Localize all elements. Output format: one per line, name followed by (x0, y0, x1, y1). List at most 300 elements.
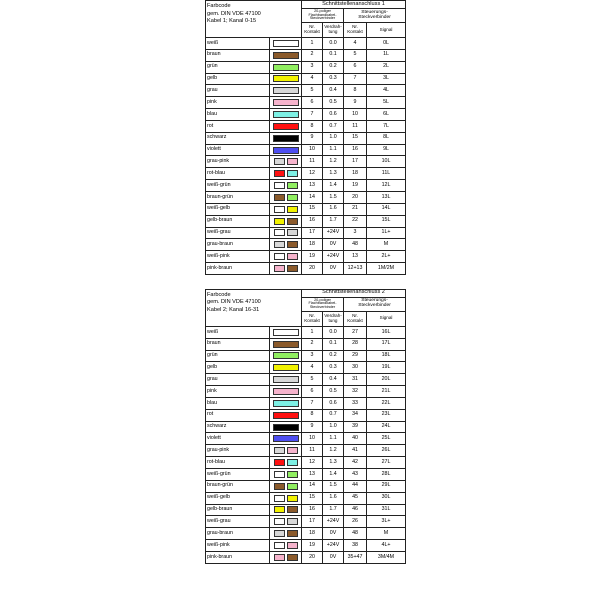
color-swatch-grau (274, 530, 285, 537)
color-swatch-gruen (287, 194, 298, 201)
control-contact-number: 34 (344, 409, 367, 421)
color-swatch-weiss (273, 40, 299, 47)
swatch-group (270, 351, 301, 362)
color-swatch-weiss (274, 518, 285, 525)
wiring-value: 0.7 (323, 120, 344, 132)
group-header-left: 20-poliger Flachbandkabel-Steckverbinder (302, 297, 344, 311)
wiring-value: 1.4 (323, 180, 344, 192)
control-contact-number: 46 (344, 504, 367, 516)
color-swatch-cell (270, 374, 302, 386)
title-line-3: Kabel 1; Kanal 0-15 (207, 18, 257, 25)
swatch-group (270, 62, 301, 73)
contact-number: 2 (302, 49, 323, 61)
contact-number: 13 (302, 180, 323, 192)
contact-number: 7 (302, 109, 323, 121)
table-row (206, 97, 406, 109)
swatch-group (270, 121, 301, 132)
wiring-value: +24V (323, 251, 344, 263)
wire-color-name: weiß-pink (206, 540, 270, 552)
color-swatch-braun (287, 530, 298, 537)
swatch-group (270, 133, 301, 144)
control-contact-number: 20 (344, 191, 367, 203)
color-swatch-cell (270, 350, 302, 362)
table-row (206, 144, 406, 156)
table-row (206, 528, 406, 540)
control-contact-number: 33 (344, 397, 367, 409)
wiring-value: 0.1 (323, 49, 344, 61)
table-row (206, 227, 406, 239)
tables-container (205, 0, 405, 564)
table-row (206, 85, 406, 97)
swatch-group (270, 74, 301, 85)
wire-color-name: weiß-grau (206, 227, 270, 239)
wiring-value: 0.0 (323, 38, 344, 50)
swatch-group (270, 156, 301, 167)
color-swatch-cell (270, 516, 302, 528)
wire-color-name: weiß-pink (206, 251, 270, 263)
control-contact-number: 19 (344, 180, 367, 192)
wiring-value: 1.2 (323, 445, 344, 457)
color-swatch-braun (287, 265, 298, 272)
signal-value: 10L (367, 156, 406, 168)
control-contact-number: 3 (344, 227, 367, 239)
swatch-group (270, 251, 301, 262)
wire-color-name: violett (206, 144, 270, 156)
control-contact-number: 39 (344, 421, 367, 433)
contact-number: 20 (302, 263, 323, 275)
wiring-value: 0.4 (323, 374, 344, 386)
wire-color-name: gelb-braun (206, 504, 270, 516)
color-swatch-cell (270, 409, 302, 421)
swatch-group (270, 505, 301, 516)
table-row (206, 38, 406, 50)
color-swatch-cell (270, 61, 302, 73)
contact-number: 16 (302, 504, 323, 516)
color-swatch-blau (287, 459, 298, 466)
wire-color-name: gelb (206, 362, 270, 374)
color-swatch-cell (270, 551, 302, 563)
wiring-value: 0.3 (323, 73, 344, 85)
table-row (206, 397, 406, 409)
color-swatch-braun (273, 341, 299, 348)
contact-number: 2 (302, 338, 323, 350)
swatch-group (270, 327, 301, 338)
table-row (206, 168, 406, 180)
contact-number: 15 (302, 492, 323, 504)
table-row (206, 73, 406, 85)
table-row (206, 492, 406, 504)
color-swatch-cell (270, 144, 302, 156)
wire-color-name: weiß-grau (206, 516, 270, 528)
wiring-value: 1.5 (323, 480, 344, 492)
signal-value: 30L (367, 492, 406, 504)
wiring-value: 1.3 (323, 168, 344, 180)
section-title: Schnittstellenanschluss 1 (302, 1, 406, 9)
contact-number: 4 (302, 362, 323, 374)
contact-number: 5 (302, 85, 323, 97)
wiring-value: 1.0 (323, 421, 344, 433)
table-row (206, 239, 406, 251)
wiring-value: 1.0 (323, 132, 344, 144)
color-swatch-cell (270, 215, 302, 227)
color-swatch-weiss (274, 542, 285, 549)
wire-color-name: pink (206, 97, 270, 109)
signal-value: 3M/4M (367, 551, 406, 563)
color-swatch-cell (270, 504, 302, 516)
color-swatch-grau (273, 87, 299, 94)
color-swatch-pink (273, 388, 299, 395)
color-code-document (205, 0, 405, 564)
swatch-group (270, 433, 301, 444)
swatch-group (270, 528, 301, 539)
wire-color-name: grau-pink (206, 156, 270, 168)
swatch-group (270, 228, 301, 239)
color-swatch-weiss (274, 495, 285, 502)
signal-value: 26L (367, 445, 406, 457)
contact-number: 17 (302, 227, 323, 239)
wiring-value: 1.5 (323, 191, 344, 203)
swatch-group (270, 263, 301, 274)
color-swatch-cell (270, 386, 302, 398)
wiring-value: 0.2 (323, 61, 344, 73)
wire-color-name: rot-blau (206, 168, 270, 180)
group-header-left: 20-poliger Flachbandkabel-Steckverbinder (302, 9, 344, 23)
swatch-group (270, 552, 301, 563)
contact-number: 4 (302, 73, 323, 85)
wiring-value: 1.2 (323, 156, 344, 168)
wire-color-name: grau (206, 374, 270, 386)
signal-value: 24L (367, 421, 406, 433)
color-swatch-gruen (287, 471, 298, 478)
control-contact-number: 12+13 (344, 263, 367, 275)
wiring-value: 0.5 (323, 97, 344, 109)
contact-number: 9 (302, 421, 323, 433)
contact-number: 11 (302, 445, 323, 457)
contact-number: 11 (302, 156, 323, 168)
control-contact-number: 38 (344, 540, 367, 552)
control-contact-number: 35+47 (344, 551, 367, 563)
color-swatch-schwarz (273, 424, 299, 431)
color-swatch-gruen (273, 64, 299, 71)
title-line-2: gem. DIN VDE 47100 (207, 10, 261, 17)
signal-value: 29L (367, 480, 406, 492)
color-swatch-gelb (274, 218, 285, 225)
color-swatch-violett (273, 147, 299, 154)
color-swatch-cell (270, 362, 302, 374)
swatch-group (270, 38, 301, 49)
control-contact-number: 45 (344, 492, 367, 504)
wire-color-name: gelb-braun (206, 215, 270, 227)
wire-color-name: braun-grün (206, 191, 270, 203)
color-swatch-weiss (273, 329, 299, 336)
color-swatch-pink (287, 158, 298, 165)
table-row (206, 516, 406, 528)
contact-number: 6 (302, 386, 323, 398)
signal-value: 20L (367, 374, 406, 386)
wire-color-name: grau-braun (206, 528, 270, 540)
control-contact-number: 15 (344, 132, 367, 144)
color-swatch-pink (287, 253, 298, 260)
signal-value: 18L (367, 350, 406, 362)
wiring-value: 0V (323, 263, 344, 275)
table-row (206, 109, 406, 121)
contact-number: 15 (302, 203, 323, 215)
contact-number: 20 (302, 551, 323, 563)
contact-number: 10 (302, 144, 323, 156)
control-contact-number: 16 (344, 144, 367, 156)
control-contact-number: 42 (344, 457, 367, 469)
color-swatch-weiss (274, 253, 285, 260)
wire-color-name: schwarz (206, 421, 270, 433)
column-header-contact: Nr. Kontakt (302, 311, 323, 326)
table-row (206, 540, 406, 552)
wiring-value: 0.3 (323, 362, 344, 374)
color-swatch-weiss (274, 206, 285, 213)
color-swatch-grau (274, 447, 285, 454)
color-swatch-cell (270, 203, 302, 215)
swatch-group (270, 109, 301, 120)
color-swatch-braun (274, 483, 285, 490)
color-swatch-gruen (287, 483, 298, 490)
signal-value: 3L (367, 73, 406, 85)
color-swatch-braun (273, 52, 299, 59)
table-row (206, 480, 406, 492)
signal-value: 28L (367, 469, 406, 481)
wire-color-name: weiß-grün (206, 469, 270, 481)
color-swatch-braun (287, 554, 298, 561)
color-swatch-cell (270, 97, 302, 109)
color-swatch-gelb (273, 364, 299, 371)
control-contact-number: 8 (344, 85, 367, 97)
signal-value: 11L (367, 168, 406, 180)
swatch-group (270, 445, 301, 456)
control-contact-number: 7 (344, 73, 367, 85)
wiring-value: 1.1 (323, 433, 344, 445)
contact-number: 7 (302, 397, 323, 409)
control-contact-number: 41 (344, 445, 367, 457)
table-row (206, 457, 406, 469)
swatch-group (270, 422, 301, 433)
color-swatch-cell (270, 326, 302, 338)
title-line-1: Farbcode (207, 291, 231, 298)
color-swatch-cell (270, 132, 302, 144)
color-swatch-grau (287, 518, 298, 525)
signal-value: 14L (367, 203, 406, 215)
wire-color-name: pink-braun (206, 551, 270, 563)
signal-value: 8L (367, 132, 406, 144)
swatch-group (270, 410, 301, 421)
contact-number: 19 (302, 540, 323, 552)
color-swatch-pink (287, 542, 298, 549)
group-header-right: Steuerungs-Steckverbinder (344, 9, 406, 23)
table-row (206, 551, 406, 563)
color-swatch-cell (270, 251, 302, 263)
color-swatch-cell (270, 540, 302, 552)
color-swatch-braun (287, 506, 298, 513)
table-row (206, 191, 406, 203)
color-swatch-rot (274, 170, 285, 177)
contact-number: 14 (302, 191, 323, 203)
swatch-group (270, 145, 301, 156)
table-row (206, 215, 406, 227)
color-swatch-cell (270, 38, 302, 50)
contact-number: 14 (302, 480, 323, 492)
control-contact-number: 48 (344, 528, 367, 540)
swatch-group (270, 493, 301, 504)
color-swatch-cell (270, 73, 302, 85)
title-line-1: Farbcode (207, 3, 231, 9)
column-header-wiring: Verdrah-tung (323, 23, 344, 38)
color-swatch-braun (287, 218, 298, 225)
color-swatch-cell (270, 109, 302, 121)
contact-number: 3 (302, 350, 323, 362)
wire-color-name: weiß (206, 38, 270, 50)
color-swatch-weiss (274, 182, 285, 189)
control-contact-number: 28 (344, 338, 367, 350)
color-swatch-weiss (274, 229, 285, 236)
color-swatch-pink (274, 265, 285, 272)
table-row (206, 374, 406, 386)
wiring-value: 0.4 (323, 85, 344, 97)
signal-value: 1L+ (367, 227, 406, 239)
wiring-value: +24V (323, 540, 344, 552)
table-spacer (205, 275, 405, 289)
color-swatch-grau (287, 229, 298, 236)
table-row (206, 445, 406, 457)
signal-value: 21L (367, 386, 406, 398)
swatch-group (270, 398, 301, 409)
color-swatch-cell (270, 433, 302, 445)
contact-number: 18 (302, 528, 323, 540)
table-row (206, 338, 406, 350)
signal-value: 19L (367, 362, 406, 374)
color-swatch-cell (270, 168, 302, 180)
contact-number: 1 (302, 326, 323, 338)
color-swatch-braun (274, 194, 285, 201)
signal-value: 31L (367, 504, 406, 516)
contact-number: 10 (302, 433, 323, 445)
color-swatch-cell (270, 239, 302, 251)
wire-color-name: pink-braun (206, 263, 270, 275)
wire-color-name: rot (206, 120, 270, 132)
color-swatch-cell (270, 191, 302, 203)
swatch-group (270, 204, 301, 215)
signal-value: 27L (367, 457, 406, 469)
color-swatch-cell (270, 445, 302, 457)
control-contact-number: 29 (344, 350, 367, 362)
group-header-right: Steuerungs-Steckverbinder (344, 297, 406, 311)
column-header-wiring: Verdrah-tung (323, 311, 344, 326)
wiring-value: 1.4 (323, 469, 344, 481)
wire-color-name: braun-grün (206, 480, 270, 492)
wire-color-name: gelb (206, 73, 270, 85)
color-swatch-cell (270, 457, 302, 469)
table-row (206, 326, 406, 338)
control-contact-number: 4 (344, 38, 367, 50)
table-row (206, 421, 406, 433)
contact-number: 8 (302, 409, 323, 421)
wire-color-name: grün (206, 61, 270, 73)
control-contact-number: 48 (344, 239, 367, 251)
color-swatch-cell (270, 492, 302, 504)
contact-number: 3 (302, 61, 323, 73)
color-swatch-rot (273, 123, 299, 130)
wire-color-name: schwarz (206, 132, 270, 144)
control-contact-number: 11 (344, 120, 367, 132)
wire-color-name: violett (206, 433, 270, 445)
wire-color-name: weiß-gelb (206, 492, 270, 504)
wiring-value: 0V (323, 239, 344, 251)
color-swatch-gelb (287, 495, 298, 502)
swatch-group (270, 374, 301, 385)
signal-value: 23L (367, 409, 406, 421)
column-header-contact-2: Nr. Kontakt (344, 311, 367, 326)
control-contact-number: 17 (344, 156, 367, 168)
swatch-group (270, 180, 301, 191)
swatch-group (270, 469, 301, 480)
signal-value: 2L (367, 61, 406, 73)
swatch-group (270, 50, 301, 61)
table-row (206, 504, 406, 516)
wire-color-name: grün (206, 350, 270, 362)
color-swatch-cell (270, 156, 302, 168)
color-code-table-1 (205, 0, 406, 275)
color-swatch-cell (270, 85, 302, 97)
swatch-group (270, 457, 301, 468)
wire-color-name: pink (206, 386, 270, 398)
wiring-value: 0.0 (323, 326, 344, 338)
wiring-value: 0V (323, 528, 344, 540)
control-contact-number: 13 (344, 251, 367, 263)
control-contact-number: 22 (344, 215, 367, 227)
control-contact-number: 5 (344, 49, 367, 61)
control-contact-number: 44 (344, 480, 367, 492)
column-header-contact-2: Nr. Kontakt (344, 23, 367, 38)
control-contact-number: 9 (344, 97, 367, 109)
contact-number: 6 (302, 97, 323, 109)
wire-color-name: weiß-gelb (206, 203, 270, 215)
signal-value: M (367, 528, 406, 540)
color-swatch-pink (273, 99, 299, 106)
swatch-group (270, 540, 301, 551)
control-contact-number: 26 (344, 516, 367, 528)
control-contact-number: 27 (344, 326, 367, 338)
signal-value: 25L (367, 433, 406, 445)
wiring-value: 1.7 (323, 504, 344, 516)
wiring-value: 0.1 (323, 338, 344, 350)
table-row (206, 469, 406, 481)
table-row (206, 263, 406, 275)
column-header-signal: Signal (367, 23, 406, 38)
table-row (206, 386, 406, 398)
wire-color-name: braun (206, 338, 270, 350)
contact-number: 5 (302, 374, 323, 386)
color-swatch-cell (270, 227, 302, 239)
swatch-group (270, 516, 301, 527)
wiring-value: 1.7 (323, 215, 344, 227)
control-contact-number: 21 (344, 203, 367, 215)
signal-value: M (367, 239, 406, 251)
title-line-3: Kabel 2; Kanal 16-31 (207, 306, 260, 313)
control-contact-number: 18 (344, 168, 367, 180)
wire-color-name: grau (206, 85, 270, 97)
table-title-block (206, 1, 302, 38)
contact-number: 8 (302, 120, 323, 132)
wire-color-name: blau (206, 397, 270, 409)
color-swatch-gelb (274, 506, 285, 513)
signal-value: 5L (367, 97, 406, 109)
swatch-group (270, 85, 301, 96)
